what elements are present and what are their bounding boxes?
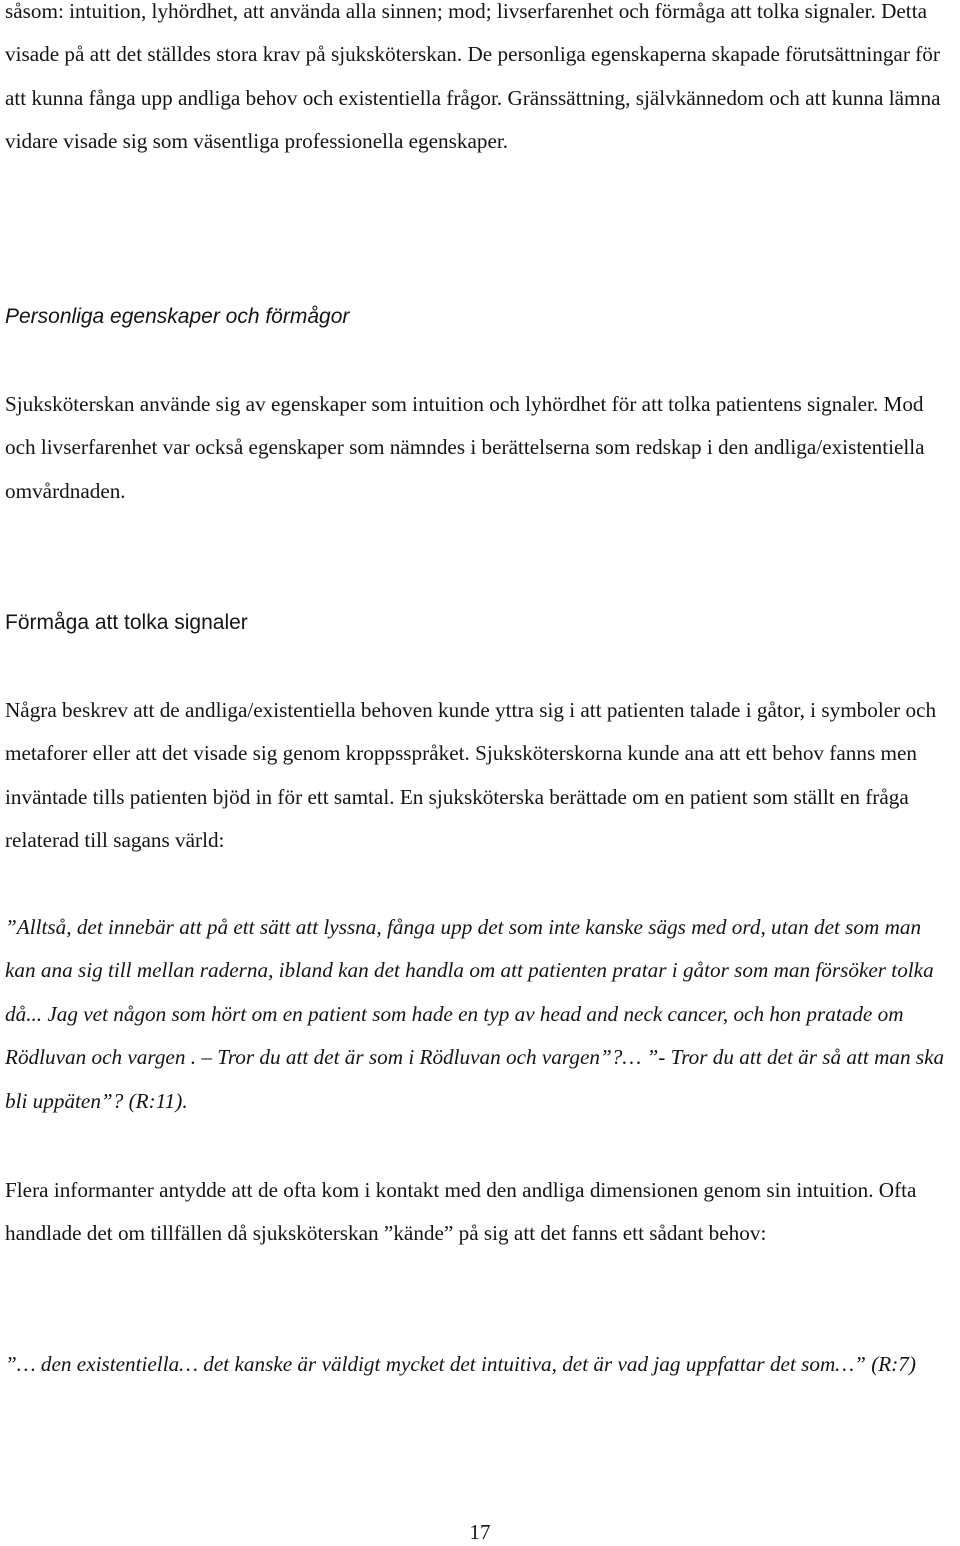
section-heading-interpret-signals: Förmåga att tolka signaler: [5, 611, 248, 634]
quote-r7: ”… den existentiella… det kanske är väldigt mycket det intuitiva, det är vad jag uppfattar det som…” (R:7): [5, 1352, 916, 1376]
personal-qualities-paragraph: Sjuksköterskan använde sig av egenskaper som intuition och lyhördhet för att tolka patientens signaler. Mod och livserfarenhet var också egenskaper som nämndes i berättelserna som redskap i den andliga/existentiella omvårdnaden.: [5, 392, 925, 503]
page-number: 17: [469, 1520, 491, 1544]
section-heading-personal-qualities: Personliga egenskaper och förmågor: [5, 305, 350, 328]
quote-r11: ”Alltså, det innebär att på ett sätt att lyssna, fånga upp det som inte kanske sägs med ord, utan det som man kan ana sig till mellan raderna, ibland kan det handla om att patienten pratar i gåtor som man försöker tolka då... Jag vet någon som hört om en patient som hade en typ av head and neck cancer, och hon pratade om Rödluvan och vargen . – Tror du att det är som i Rödluvan och vargen”?… ”- Tror du att det är så att man ska bli uppäten”? (R:11).: [5, 915, 945, 1113]
intuition-paragraph: Flera informanter antydde att de ofta kom i kontakt med den andliga dimensionen genom sin intuition. Ofta handlade det om tillfällen då sjuksköterskan ”kände” på sig att det fanns ett sådant behov:: [5, 1178, 917, 1246]
intro-paragraph: såsom: intuition, lyhördhet, att använda alla sinnen; mod; livserfarenhet och förmåga att tolka signaler. Detta visade på att det ställdes stora krav på sjuksköterskan. De personliga egenskaperna skapade förutsättningar för att kunna fånga upp andliga behov och existentiella frågor. Gränssättning, självkännedom och att kunna lämna vidare visade sig som väsentliga professionella egenskaper.: [5, 0, 941, 154]
interpret-signals-paragraph: Några beskrev att de andliga/existentiella behoven kunde yttra sig i att patienten talade i gåtor, i symboler och metaforer eller att det visade sig genom kroppsspråket. Sjuksköterskorna kunde ana att ett behov fanns men inväntade tills patienten bjöd in för ett samtal. En sjuksköterska berättade om en patient som ställt en fråga relaterad till sagans värld:: [5, 698, 937, 853]
